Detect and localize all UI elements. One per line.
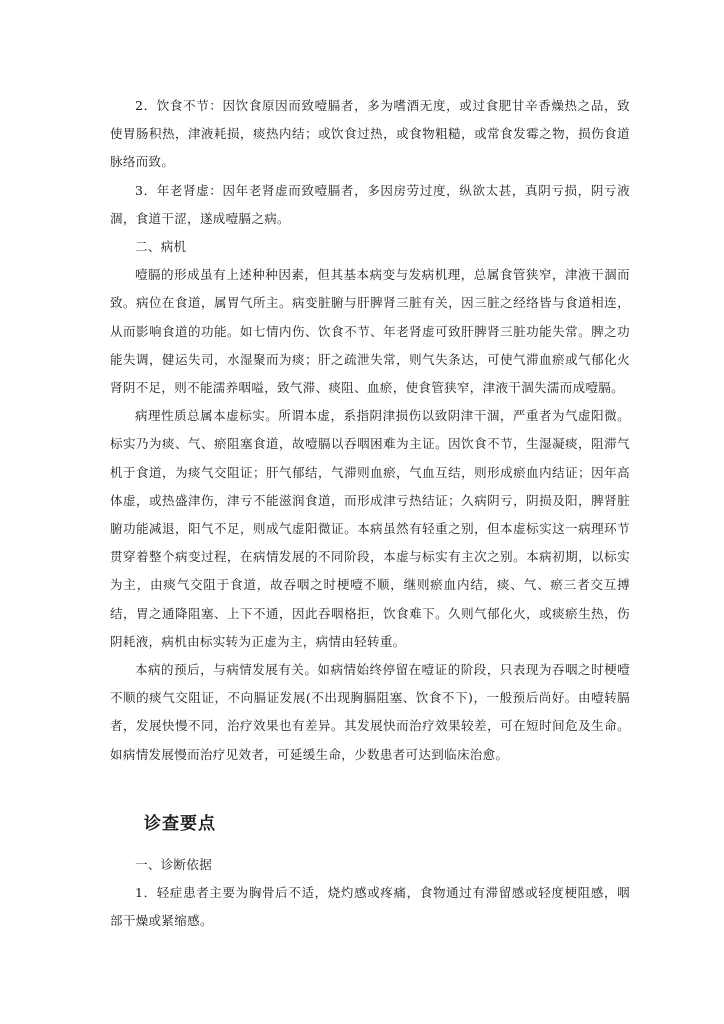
- subheading-pathogenesis: 二、病机: [135, 239, 187, 255]
- paragraph-pathological-nature: 病理性质总属本虚标实。所谓本虚，系指阴津损伤以致阴津干涸，严重者为气虚阳微。标实乃为痰、气、瘀阻塞食道，故噎膈以吞咽困难为主证。因饮食不节，生湿凝痰，阻滞气机于食道，为痰气交阻证；肝气郁结，气滞则血瘀，气血互结，则形成瘀血内结证；因年高体虚，或热盛津伤，津亏不能滋润食道，而形成津亏热结证；久病阴亏，阴损及阳，脾肾脏腑功能减退，阳气不足，则成气虚阳微证。本病虽然有轻重之别，但本虚标实这一病理环节贯穿着整个病变过程，在病情发展的不同阶段，本虚与标实有主次之别。本病初期，以标实为主，由痰气交阻于食道，故吞咽之时梗噎不顺，继则瘀血内结，痰、气、瘀三者交互搏结，胃之通降阻塞、上下不通，因此吞咽格拒，饮食难下。久则气郁化火，或痰瘀生热，伤阴耗液，病机由标实转为正虚为主，病情由轻转重。: [110, 408, 630, 649]
- paragraph-diet-cause: 2．饮食不节：因饮食原因而致噎膈者，多为嗜酒无度，或过食肥甘辛香燥热之品，致使胃肠积热，津液耗损，痰热内结；或饮食过热，或食物粗糙，或常食发霉之物，损伤食道脉络而致。: [110, 98, 630, 170]
- paragraph-pathogenesis-formation: 噎膈的形成虽有上述种种因素，但其基本病变与发病机理，总属食管狭窄，津液干涸而致。病位在食道，属胃气所主。病变脏腑与肝脾肾三脏有关，因三脏之经络皆与食道相连，从而影响食道的功能。如七情内伤、饮食不节、年老肾虚可致肝脾肾三脏功能失常。脾之功能失调，健运失司，水湿聚而为痰；肝之疏泄失常，则气失条达，可使气滞血瘀或气郁化火肾阴不足，则不能濡养咽嗌，致气滞、痰阻、血瘀，使食管狭窄，津液干涸失濡而成噎膈。: [110, 267, 630, 396]
- paragraph-mild-symptoms: 1．轻症患者主要为胸骨后不适，烧灼感或疼痛，食物通过有滞留感或轻度梗阻感，咽部干燥或紧缩感。: [110, 885, 630, 929]
- paragraph-kidney-deficiency-cause: 3．年老肾虚：因年老肾虚而致噎膈者，多因房劳过度，纵欲太甚，真阴亏损，阴亏液涸，食道干涩，遂成噎膈之病。: [110, 182, 630, 226]
- spacer: [110, 769, 630, 809]
- section-title: 诊查要点: [144, 813, 216, 834]
- paragraph-prognosis: 本病的预后，与病情发展有关。如病情始终停留在噎证的阶段，只表现为吞咽之时梗噎不顺的痰气交阻证，不向膈证发展(不出现胸膈阻塞、饮食不下)，一般预后尚好。由噎转膈者，发展快慢不同，治疗效果也有差异。其发展快而治疗效果较差，可在短时间危及生命。如病情发展慢而治疗见效者，可延缓生命，少数患者可达到临床治愈。: [110, 662, 630, 762]
- spacer: [110, 839, 630, 851]
- document-page: [110, 92, 630, 935]
- subheading-diagnosis-basis: 一、诊断依据: [135, 856, 213, 872]
